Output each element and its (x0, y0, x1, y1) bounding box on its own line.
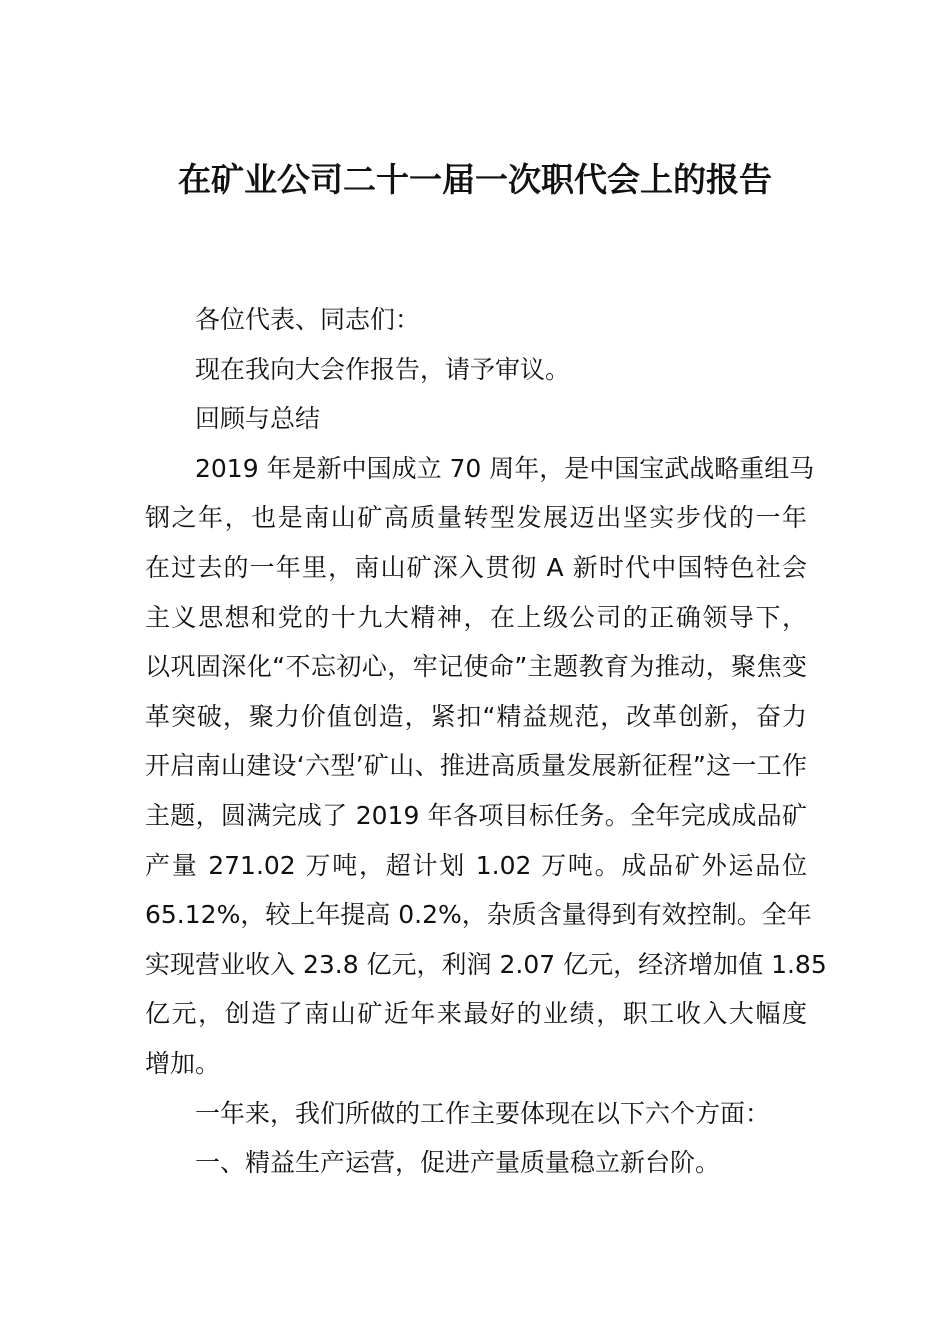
paragraph-line: 亿元，创造了南山矿近年来最好的业绩，职工收入大幅度 (145, 999, 807, 1029)
paragraph-line: 实现营业收入 23.8 亿元，利润 2.07 亿元，经济增加值 1.85 (145, 949, 827, 979)
paragraph-line: 65.12%，较上年提高 0.2%，杂质含量得到有效控制。全年 (145, 900, 812, 930)
paragraph-line: 一年来，我们所做的工作主要体现在以下六个方面： (195, 1098, 771, 1128)
paragraph-line: 以巩固深化“不忘初心，牢记使命”主题教育为推动，聚焦变 (145, 652, 807, 682)
document-body (145, 295, 827, 1188)
paragraph-line: 主题，圆满完成了 2019 年各项目标任务。全年完成成品矿 (145, 800, 807, 830)
salutation: 各位代表、同志们： (195, 305, 421, 334)
paragraph-line: 开启南山建设‘六型’矿山、推进高质量发展新征程”这一工作 (145, 751, 807, 781)
paragraph-line: 2019 年是新中国成立 70 周年，是中国宝武战略重组马 (195, 453, 815, 483)
section-heading: 回顾与总结 (195, 404, 321, 434)
section-heading: 一、精益生产运营，促进产量质量稳立新台阶。 (195, 1148, 721, 1178)
paragraph-line: 主义思想和党的十九大精神，在上级公司的正确领导下， (145, 602, 807, 632)
paragraph-line: 增加。 (145, 1048, 221, 1078)
paragraph-line: 在过去的一年里，南山矿深入贯彻 A 新时代中国特色社会 (145, 552, 807, 582)
paragraph-line: 革突破，聚力价值创造，紧扣“精益规范，改革创新，奋力 (145, 701, 807, 731)
document-title: 在矿业公司二十一届一次职代会上的报告 (178, 160, 772, 199)
paragraph-line: 钢之年，也是南山矿高质量转型发展迈出坚实步伐的一年 (145, 503, 807, 533)
paragraph-line: 产量 271.02 万吨，超计划 1.02 万吨。成品矿外运品位 (145, 850, 807, 880)
paragraph-line: 现在我向大会作报告，请予审议。 (195, 354, 571, 384)
